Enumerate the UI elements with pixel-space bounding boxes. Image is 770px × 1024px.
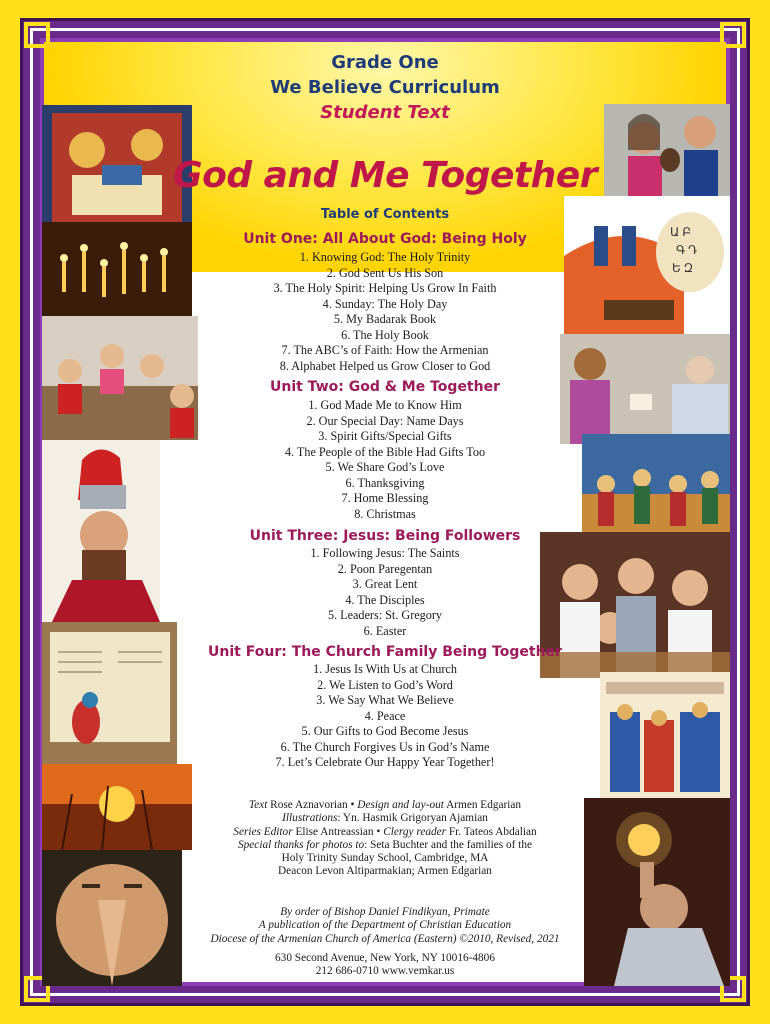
svg-text:Գ Դ: Գ Դ	[676, 243, 698, 257]
list-item: 7. Home Blessing	[341, 491, 429, 505]
publication-notice	[0, 906, 770, 946]
student-text-heading: Student Text	[320, 102, 450, 123]
list-item: 6. Easter	[363, 623, 407, 638]
credit-label: Clergy reader	[383, 825, 447, 838]
unit-one-heading: Unit One: All About God: Being Holy	[243, 231, 527, 247]
credit-label: Text	[248, 799, 268, 811]
list-item: 7. Let’s Celebrate Our Happy Year Together!	[275, 755, 495, 769]
credit-label: Series Editor	[233, 825, 293, 838]
credit-line: Holy Trinity Sunday School, Cambridge, MA	[281, 852, 489, 865]
table-of-contents-label: Table of Contents	[320, 207, 450, 222]
credit-label: Special thanks for photos to	[238, 838, 365, 851]
list-item: 4. The Disciples	[345, 592, 425, 607]
credit-label: Illustrations	[282, 812, 338, 825]
bullet-separator: •	[376, 825, 381, 838]
unit-one-lessons	[0, 250, 770, 374]
curriculum-heading: We Believe Curriculum	[270, 77, 500, 98]
unit-three-lessons	[0, 546, 770, 639]
order-line: A publication of the Department of Christian Education	[258, 919, 512, 932]
list-item: 8. Alphabet Helped us Grow Closer to God	[279, 358, 491, 373]
list-item: 1. Following Jesus: The Saints	[310, 546, 460, 560]
phone-and-website: 212 686-0710 www.vemkar.us	[315, 965, 455, 978]
list-item: 3. The Holy Spirit: Helping Us Grow In Faith	[273, 281, 497, 295]
unit-three-heading: Unit Three: Jesus: Being Followers	[249, 528, 521, 544]
credit-name: Rose Aznavorian	[270, 799, 348, 811]
street-address: 630 Second Avenue, New York, NY 10016-4806	[275, 952, 495, 964]
order-line: Diocese of the Armenian Church of America (Eastern) ©2010, Revised, 2021	[210, 932, 560, 945]
unit-two-lessons	[0, 398, 770, 522]
list-item: 5. My Badarak Book	[333, 312, 437, 326]
credits-block	[0, 799, 770, 879]
bullet-separator: •	[350, 799, 355, 811]
list-item: 3. We Say What We Believe	[316, 693, 454, 707]
list-item: 1. God Made Me to Know Him	[308, 398, 462, 412]
list-item: 8. Christmas	[354, 506, 416, 521]
list-item: 2. We Listen to God’s Word	[317, 677, 453, 692]
list-item: 7. The ABC’s of Faith: How the Armenian	[281, 343, 489, 357]
credit-label: Design and lay-out	[357, 799, 444, 811]
credit-name: Armen Edgarian	[446, 799, 522, 811]
list-item: 2. God Sent Us His Son	[326, 265, 444, 280]
grade-heading: Grade One	[331, 52, 439, 73]
list-item: 1. Jesus Is With Us at Church	[313, 662, 457, 676]
list-item: 4. The People of the Bible Had Gifts Too	[284, 444, 486, 459]
address-block	[0, 952, 770, 979]
unit-two-heading: Unit Two: God & Me Together	[269, 379, 500, 395]
credit-name: : Seta Buchter and the families of the	[364, 838, 532, 851]
list-item: 3. Spirit Gifts/Special Gifts	[318, 429, 452, 443]
list-item: 6. Thanksgiving	[345, 475, 425, 490]
list-item: 1. Knowing God: The Holy Trinity	[299, 250, 471, 264]
svg-text:Ե Զ: Ե Զ	[672, 261, 694, 275]
svg-text:Ա Բ: Ա Բ	[670, 225, 691, 239]
list-item: 3. Great Lent	[352, 577, 418, 591]
list-item: 2. Our Special Day: Name Days	[306, 413, 464, 428]
list-item: 5. We Share God’s Love	[325, 460, 445, 474]
list-item: 4. Peace	[364, 708, 406, 723]
unit-four-heading: Unit Four: The Church Family Being Together	[208, 644, 562, 660]
unit-four-lessons	[0, 662, 770, 771]
list-item: 6. The Church Forgives Us in God’s Name	[280, 739, 490, 754]
list-item: 6. The Holy Book	[341, 327, 429, 342]
credit-name: Fr. Tateos Abdalian	[448, 825, 537, 838]
list-item: 5. Leaders: St. Gregory	[327, 608, 443, 622]
order-line: By order of Bishop Daniel Findikyan, Primate	[280, 906, 490, 918]
credit-line: Deacon Levon Altiparmakian; Armen Edgarian	[278, 865, 492, 878]
list-item: 2. Poon Paregentan	[337, 561, 433, 576]
credit-name: Elise Antreassian	[295, 825, 374, 838]
list-item: 5. Our Gifts to God Become Jesus	[301, 724, 469, 738]
list-item: 4. Sunday: The Holy Day	[322, 296, 448, 311]
credit-name: : Yn. Hasmik Grigoryan Ajamian	[337, 812, 488, 825]
book-title: God and Me Together	[173, 155, 597, 196]
